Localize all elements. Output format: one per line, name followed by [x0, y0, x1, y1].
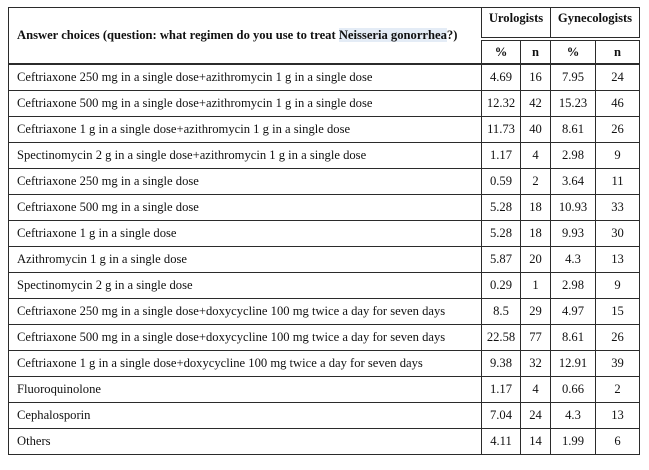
urologists-percent-cell: 7.04 [482, 403, 521, 429]
urologists-percent-cell: 11.73 [482, 117, 521, 143]
table-row [9, 169, 640, 195]
uro-pct-header: % [482, 39, 521, 64]
gynecologists-percent-cell: 1.99 [551, 429, 596, 455]
gynecologists-count-cell: 15 [596, 299, 640, 325]
urologists-count-cell: 18 [521, 221, 551, 247]
table-row [9, 377, 640, 403]
urologists-count-cell: 77 [521, 325, 551, 351]
gynecologists-count-cell: 26 [596, 117, 640, 143]
table-row [9, 351, 640, 377]
uro-n-header: n [521, 39, 551, 64]
answer-choice-cell: Ceftriaxone 1 g in a single dose [9, 221, 482, 247]
urologists-percent-cell: 9.38 [482, 351, 521, 377]
gynecologists-percent-cell: 4.97 [551, 299, 596, 325]
answer-choice-cell: Cephalosporin [9, 403, 482, 429]
gynecologists-percent-cell: 8.61 [551, 325, 596, 351]
gynecologists-count-cell: 39 [596, 351, 640, 377]
urologists-percent-cell: 0.59 [482, 169, 521, 195]
gynecologists-percent-cell: 4.3 [551, 247, 596, 273]
gynecologists-count-cell: 30 [596, 221, 640, 247]
gyn-n-header: n [596, 39, 640, 64]
gynecologists-percent-cell: 12.91 [551, 351, 596, 377]
gynecologists-count-cell: 13 [596, 403, 640, 429]
gynecologists-count-cell: 6 [596, 429, 640, 455]
urologists-percent-cell: 22.58 [482, 325, 521, 351]
answer-choice-cell: Ceftriaxone 250 mg in a single dose [9, 169, 482, 195]
answer-choice-cell: Ceftriaxone 1 g in a single dose+doxycycline 100 mg twice a day for seven days [9, 351, 482, 377]
urologists-count-cell: 14 [521, 429, 551, 455]
urologists-count-cell: 40 [521, 117, 551, 143]
urologists-count-cell: 42 [521, 91, 551, 117]
urologists-group-header: Urologists [482, 8, 551, 40]
gynecologists-count-cell: 9 [596, 273, 640, 299]
table-row [9, 117, 640, 143]
table-row [9, 195, 640, 221]
gynecologists-count-cell: 13 [596, 247, 640, 273]
gynecologists-percent-cell: 2.98 [551, 143, 596, 169]
urologists-count-cell: 2 [521, 169, 551, 195]
gynecologists-count-cell: 24 [596, 64, 640, 91]
table-row [9, 64, 640, 91]
urologists-percent-cell: 8.5 [482, 299, 521, 325]
answer-choice-cell: Ceftriaxone 1 g in a single dose+azithromycin 1 g in a single dose [9, 117, 482, 143]
urologists-count-cell: 32 [521, 351, 551, 377]
gynecologists-group-header: Gynecologists [551, 8, 640, 40]
answer-choice-cell: Ceftriaxone 500 mg in a single dose+azithromycin 1 g in a single dose [9, 91, 482, 117]
table-row [9, 325, 640, 351]
urologists-percent-cell: 4.69 [482, 64, 521, 91]
urologists-count-cell: 29 [521, 299, 551, 325]
table-row [9, 403, 640, 429]
gynecologists-percent-cell: 9.93 [551, 221, 596, 247]
header-question-text: Answer choices (question: what regimen do you use to treat [17, 28, 339, 42]
gynecologists-percent-cell: 10.93 [551, 195, 596, 221]
urologists-percent-cell: 1.17 [482, 377, 521, 403]
urologists-percent-cell: 4.11 [482, 429, 521, 455]
gynecologists-count-cell: 9 [596, 143, 640, 169]
gynecologists-percent-cell: 8.61 [551, 117, 596, 143]
regimen-table [8, 7, 640, 455]
table-body [9, 64, 640, 455]
answer-choice-cell: Ceftriaxone 500 mg in a single dose+doxycycline 100 mg twice a day for seven days [9, 325, 482, 351]
gynecologists-percent-cell: 4.3 [551, 403, 596, 429]
gynecologists-percent-cell: 15.23 [551, 91, 596, 117]
gynecologists-count-cell: 33 [596, 195, 640, 221]
urologists-percent-cell: 12.32 [482, 91, 521, 117]
urologists-count-cell: 18 [521, 195, 551, 221]
urologists-percent-cell: 5.28 [482, 221, 521, 247]
urologists-percent-cell: 5.87 [482, 247, 521, 273]
answer-choices-header [9, 8, 482, 65]
urologists-count-cell: 20 [521, 247, 551, 273]
urologists-percent-cell: 1.17 [482, 143, 521, 169]
header-highlighted-term: Neisseria gonorrhea [338, 28, 447, 42]
header-question-end: ?) [446, 28, 458, 42]
gynecologists-count-cell: 46 [596, 91, 640, 117]
table-row [9, 91, 640, 117]
gynecologists-count-cell: 11 [596, 169, 640, 195]
answer-choice-cell: Others [9, 429, 482, 455]
answer-choice-cell: Fluoroquinolone [9, 377, 482, 403]
gynecologists-percent-cell: 0.66 [551, 377, 596, 403]
gynecologists-percent-cell: 2.98 [551, 273, 596, 299]
answer-choice-cell: Spectinomycin 2 g in a single dose+azithromycin 1 g in a single dose [9, 143, 482, 169]
answer-choice-cell: Ceftriaxone 250 mg in a single dose+doxycycline 100 mg twice a day for seven days [9, 299, 482, 325]
table-row [9, 273, 640, 299]
urologists-count-cell: 4 [521, 377, 551, 403]
table-row [9, 221, 640, 247]
answer-choice-cell: Ceftriaxone 500 mg in a single dose [9, 195, 482, 221]
gynecologists-count-cell: 2 [596, 377, 640, 403]
table-row [9, 299, 640, 325]
table-row [9, 247, 640, 273]
urologists-count-cell: 16 [521, 64, 551, 91]
gynecologists-percent-cell: 3.64 [551, 169, 596, 195]
table-row [9, 429, 640, 455]
urologists-count-cell: 24 [521, 403, 551, 429]
urologists-percent-cell: 5.28 [482, 195, 521, 221]
answer-choice-cell: Ceftriaxone 250 mg in a single dose+azithromycin 1 g in a single dose [9, 64, 482, 91]
gynecologists-percent-cell: 7.95 [551, 64, 596, 91]
urologists-percent-cell: 0.29 [482, 273, 521, 299]
gynecologists-count-cell: 26 [596, 325, 640, 351]
urologists-count-cell: 4 [521, 143, 551, 169]
data-table-container [8, 7, 639, 455]
answer-choice-cell: Azithromycin 1 g in a single dose [9, 247, 482, 273]
answer-choice-cell: Spectinomycin 2 g in a single dose [9, 273, 482, 299]
table-row [9, 143, 640, 169]
urologists-count-cell: 1 [521, 273, 551, 299]
gyn-pct-header: % [551, 39, 596, 64]
